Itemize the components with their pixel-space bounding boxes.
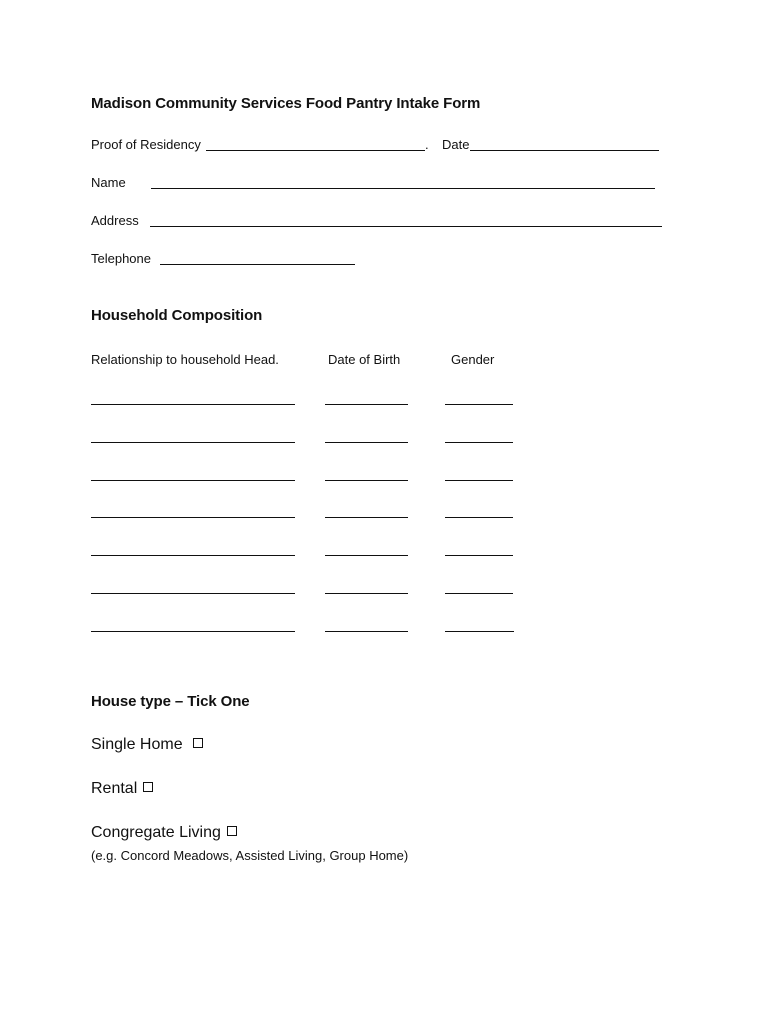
telephone-label: Telephone xyxy=(91,251,151,266)
form-title: Madison Community Services Food Pantry Intake Form xyxy=(91,95,481,112)
gender-field[interactable] xyxy=(445,480,513,481)
single-home-checkbox[interactable] xyxy=(193,738,203,748)
house-option-single-home[interactable] xyxy=(91,736,203,754)
congregate-living-note: (e.g. Concord Meadows, Assisted Living, Group Home) xyxy=(91,848,409,863)
relationship-field[interactable] xyxy=(91,517,295,518)
house-option-congregate-living[interactable] xyxy=(91,824,237,842)
proof-of-residency-label: Proof of Residency xyxy=(91,137,201,152)
column-relationship: Relationship to household Head. xyxy=(91,352,279,367)
address-field[interactable] xyxy=(150,226,662,227)
congregate-living-checkbox[interactable] xyxy=(227,826,237,836)
relationship-field[interactable] xyxy=(91,555,295,556)
date-label: Date xyxy=(442,137,470,152)
relationship-field[interactable] xyxy=(91,442,295,443)
congregate-living-label: Congregate Living xyxy=(91,824,221,841)
rental-label: Rental xyxy=(91,780,138,797)
date-of-birth-field[interactable] xyxy=(325,555,408,556)
gender-field[interactable] xyxy=(445,555,513,556)
relationship-field[interactable] xyxy=(91,404,295,405)
single-home-label: Single Home xyxy=(91,736,183,753)
date-of-birth-field[interactable] xyxy=(325,480,408,481)
proof-of-residency-field[interactable] xyxy=(206,150,425,151)
date-field[interactable] xyxy=(470,150,659,151)
date-of-birth-field[interactable] xyxy=(325,631,408,632)
relationship-field[interactable] xyxy=(91,593,295,594)
gender-field[interactable] xyxy=(445,442,513,443)
house-type-heading: House type – Tick One xyxy=(91,693,250,710)
relationship-field[interactable] xyxy=(91,480,295,481)
date-of-birth-field[interactable] xyxy=(325,404,408,405)
column-gender: Gender xyxy=(451,352,495,367)
gender-field[interactable] xyxy=(445,631,514,632)
gender-field[interactable] xyxy=(445,404,513,405)
gender-field[interactable] xyxy=(445,517,513,518)
telephone-field[interactable] xyxy=(160,264,355,265)
date-of-birth-field[interactable] xyxy=(325,442,408,443)
name-label: Name xyxy=(91,175,126,190)
date-of-birth-field[interactable] xyxy=(325,517,408,518)
period-mark: . xyxy=(425,137,429,152)
relationship-field[interactable] xyxy=(91,631,295,632)
rental-checkbox[interactable] xyxy=(143,782,153,792)
date-of-birth-field[interactable] xyxy=(325,593,408,594)
house-option-rental[interactable] xyxy=(91,780,153,798)
household-heading: Household Composition xyxy=(91,307,263,324)
gender-field[interactable] xyxy=(445,593,513,594)
name-field[interactable] xyxy=(151,188,655,189)
address-label: Address xyxy=(91,213,139,228)
column-date-of-birth: Date of Birth xyxy=(328,352,401,367)
